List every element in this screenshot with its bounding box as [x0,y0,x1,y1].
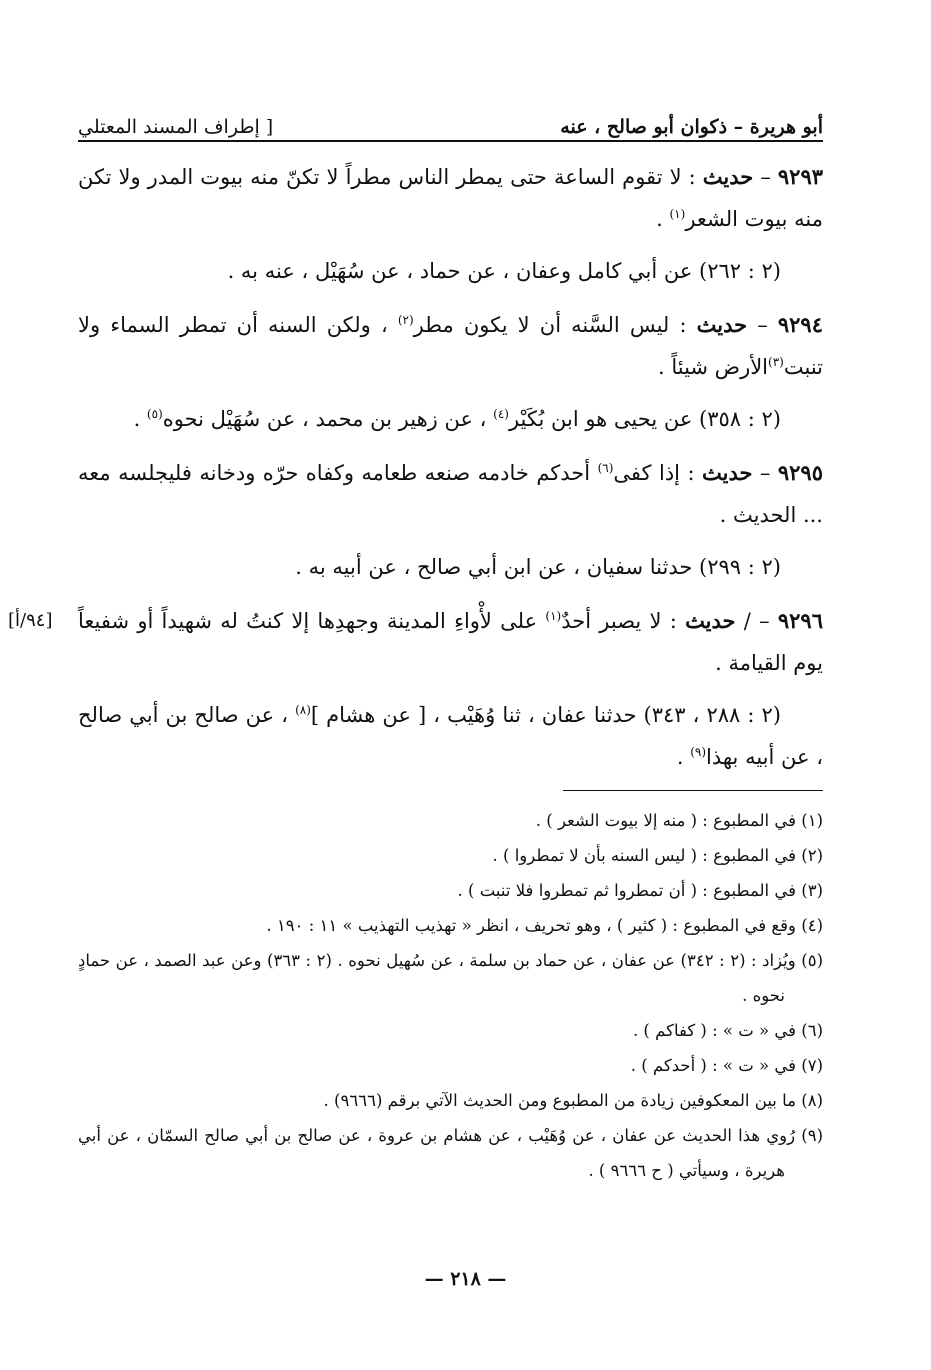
hadith-text: : ليس السَّنه أن لا يكون مطر [413,313,697,337]
hadith-entry: ٩٢٩٤ – حديث : ليس السَّنه أن لا يكون مطر$^{(٢)}$ ، ولكن السنه أن تمطر السماء ولا تنبت$^{(٣)}$الأرض شيئاً . [78,312,823,379]
footnotes [78,803,823,1188]
footnote-divider [563,790,823,791]
footnote: (٨) ما بين المعكوفين زيادة من المطبوع ومن الحديث الآتي برقم (٩٦٦٦) . [323,1091,823,1110]
footnote-ref: (٥) [146,407,163,421]
hadith-number: ٩٢٩٥ [777,460,823,485]
footnote-ref: (٢) [397,313,414,327]
hadith-text: : لا يصبر أحدٌ [561,609,686,633]
footnote-ref: (٤) [493,407,509,421]
footnote-ref: (١) [545,609,562,623]
footnote: (٤) وقع في المطبوع : ( كثير ) ، وهو تحريف ، انظر « تهذيب التهذيب » ١١ : ١٩٠ . [266,916,823,935]
footnote: (٢) في المطبوع : ( ليس السنه بأن لا تمطروا ) . [492,846,823,865]
hadith-source: (٢ : ٢٦٢) عن أبي كامل وعفان ، عن حماد ، عن سُهَيْل ، عنه به . [227,259,781,283]
hadith-keyword: حديث [701,460,753,485]
footnote: (١) في المطبوع : ( منه إلا بيوت الشعر ) . [535,811,823,830]
manuscript-folio-marker: [٩٤/أ] [8,610,53,631]
hadith-number: ٩٢٩٦ [777,608,823,633]
hadith-entry: [٩٤/أ] ٩٢٩٦ – / حديث : لا يصبر أحدٌ$^{(١)}$ على لأْواءِ المدينة وجهدِها إلا كنتُ له شهيداً أو شفيعاً يوم القيامة . [78,600,823,684]
footnote: (٦) في « ت » : ( كفاكم ) . [632,1021,823,1040]
header-title: أبو هريرة – ذكوان أبو صالح ، عنه [560,116,823,138]
hadith-keyword: حديث [685,608,736,633]
hadith-text: أحدكم خادمه صنعه طعامه وكفاه حرّه ودخانه فليجلسه معه ... الحديث . [78,461,823,527]
footnote-ref: (٨) [295,703,311,717]
running-header [78,100,823,142]
hadith-number: ٩٢٩٤ [777,312,823,337]
hadith-keyword: حديث [696,312,748,337]
footnote-ref: (٣) [768,355,784,369]
footnote-ref: (١) [669,207,686,221]
hadith-keyword: حديث [702,164,754,189]
header-book-title: [ إطراف المسند المعتلي [78,116,274,138]
hadith-source: (٢ : ٢٨٨ ، ٣٤٣) حدثنا عفان ، ثنا وُهَيْب ، [ عن هشام ]$^{(٨)}$ ، عن صالح بن أبي صالح ، عن أبيه بهذا$^{(٩)}$ . [78,703,823,769]
hadith-text: على لأْواءِ المدينة وجهدِها إلا كنتُ له شهيداً أو شفيعاً يوم القيامة . [78,609,823,675]
hadith-text: : إذا كفى [613,461,702,485]
footnote-ref: (٩) [690,745,707,759]
footnote-ref: (٦) [597,461,614,475]
page-number: — ٢١٨ — [424,1268,507,1290]
hadith-number: ٩٢٩٣ [777,164,824,189]
footnote: (٣) في المطبوع : ( أن تمطروا ثم تمطروا فلا تنبت ) . [457,881,823,900]
footnote: (٩) رُوي هذا الحديث عن عفان ، عن وُهَيْب ، عن هشام بن عروة ، عن صالح بن أبي صالح السمّان ، عن أبي هريرة ، وسيأتي ( ح ٩٦٦٦ ) . [78,1126,823,1180]
hadith-text: ، ولكن السنه أن تمطر السماء ولا تنبت [78,313,823,379]
hadith-entry: ٩٢٩٣ – حديث : لا تقوم الساعة حتى يمطر الناس مطراً لا تكنّ منه بيوت المدر ولا تكن منه بيوت الشعر$^{(١)}$ . [78,164,824,231]
hadith-source: (٢ : ٢٩٩) حدثنا سفيان ، عن ابن أبي صالح ، عن أبيه به . [295,555,781,579]
hadith-entry: ٩٢٩٥ – حديث : إذا كفى$^{(٦)}$ أحدكم خادمه صنعه طعامه وكفاه حرّه ودخانه فليجلسه معه ... الحديث . [78,460,823,527]
hadith-source: (٢ : ٣٥٨) عن يحيى هو ابن بُكَيْر$^{(٤)}$ ، عن زهير بن محمد ، عن سُهَيْل نحوه$^{(٥)}$ . [133,407,781,431]
hadith-text: : لا تقوم الساعة حتى يمطر الناس مطراً لا تكنّ منه بيوت المدر ولا تكن منه بيوت الشعر [78,165,823,231]
footnote: (٧) في « ت » : ( أحدكم ) . [630,1056,823,1075]
page-body [8,100,824,1188]
footnote: (٥) ويُزاد : (٢ : ٣٤٢) عن عفان ، عن حماد بن سلمة ، عن سُهيل نحوه . (٢ : ٣٦٣) وعن عبد الصمد ، عن حمادٍ نحوه . [78,951,824,1005]
